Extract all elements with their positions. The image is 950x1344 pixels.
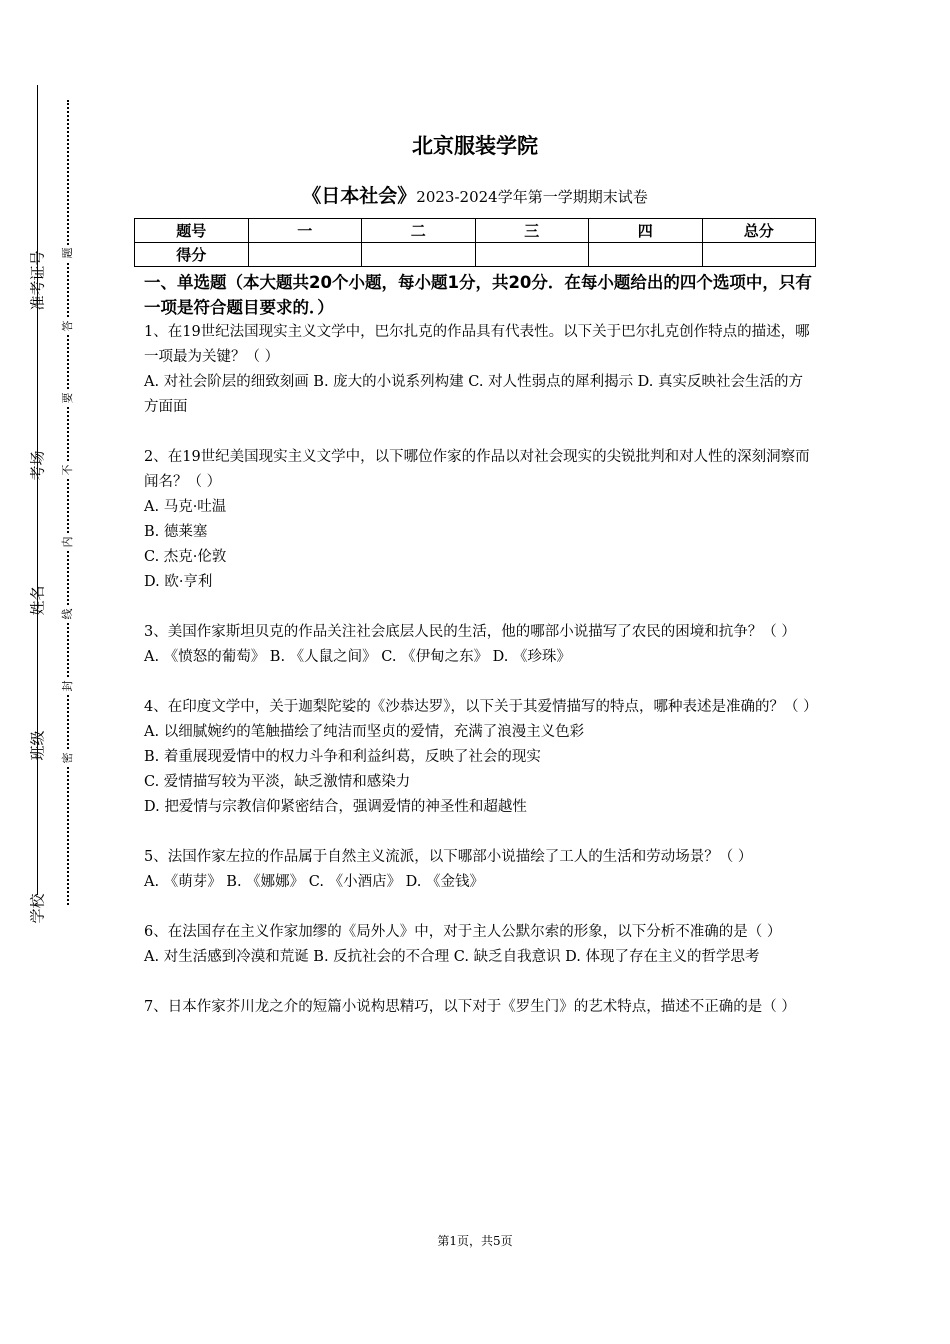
exam-content	[144, 270, 818, 1045]
question-5	[144, 845, 814, 895]
exam-term: 2023-2024学年第一学期期末试卷	[416, 188, 648, 206]
question-2	[144, 445, 814, 595]
question-stem: 4、在印度文学中，关于迦梨陀娑的《沙恭达罗》，以下关于其爱情描写的特点，哪种表述是准确的？（ ）	[144, 699, 818, 715]
score-cell: 题号	[135, 219, 249, 243]
question-7	[144, 995, 814, 1020]
score-input-cell[interactable]	[702, 243, 816, 267]
seal-char: 不	[60, 462, 76, 478]
question-option-a: A. 以细腻婉约的笔触描绘了纯洁而坚贞的爱情，充满了浪漫主义色彩	[144, 724, 585, 740]
question-options: A. 对社会阶层的细致刻画 B. 庞大的小说系列构建 C. 对人性弱点的犀利揭示 D. 真实反映社会生活的方方面面	[144, 374, 804, 415]
exam-title	[0, 181, 950, 208]
score-cell: 总分	[702, 219, 816, 243]
field-class[interactable]: 班级	[28, 730, 47, 761]
score-cell: 二	[362, 219, 476, 243]
page-footer: 第1页，共5页	[437, 1234, 513, 1248]
score-cell: 三	[475, 219, 589, 243]
question-stem: 5、法国作家左拉的作品属于自然主义流派，以下哪部小说描绘了工人的生活和劳动场景？（ ）	[144, 849, 753, 865]
question-options: A. 《愤怒的葡萄》 B. 《人鼠之间》 C. 《伊甸之东》 D. 《珍珠》	[144, 649, 572, 665]
field-name[interactable]: 姓名	[28, 585, 47, 616]
course-name: 《日本社会》	[302, 185, 417, 207]
seal-char: 线	[60, 606, 76, 622]
score-table-score-row	[135, 243, 816, 267]
seal-char: 密	[60, 750, 76, 766]
section-heading: 一、单选题（本大题共20个小题，每小题1分，共20分．在每小题给出的四个选项中，只有一项是符合题目要求的．）	[144, 273, 812, 317]
question-option-c: C. 爱情描写较为平淡，缺乏激情和感染力	[144, 774, 411, 790]
question-option-b: B. 德莱塞	[144, 524, 208, 540]
score-cell: 四	[589, 219, 703, 243]
field-exam-number[interactable]: 准考证号	[28, 250, 47, 311]
question-stem: 7、日本作家芥川龙之介的短篇小说构思精巧，以下对于《罗生门》的艺术特点，描述不正确的是（ ）	[144, 999, 796, 1015]
seal-char: 答	[60, 318, 76, 334]
question-4	[144, 695, 818, 820]
question-option-d: D. 欧·亨利	[144, 574, 213, 590]
question-1	[144, 320, 814, 420]
score-table-header-row	[135, 219, 816, 243]
school-title: 北京服装学院	[412, 134, 538, 158]
question-option-a: A. 马克·吐温	[144, 499, 227, 515]
question-6	[144, 920, 814, 970]
question-3	[144, 620, 814, 670]
score-input-cell[interactable]	[248, 243, 362, 267]
score-cell: 得分	[135, 243, 249, 267]
question-stem: 3、美国作家斯坦贝克的作品关注社会底层人民的生活，他的哪部小说描写了农民的困境和抗争？（ ）	[144, 624, 796, 640]
score-table	[134, 218, 816, 267]
question-stem: 2、在19世纪美国现实主义文学中，以下哪位作家的作品以对社会现实的尖锐批判和对人性的深刻洞察而闻名？（ ）	[144, 449, 810, 490]
field-exam-room[interactable]: 考场	[28, 450, 47, 481]
question-options: A. 对生活感到冷漠和荒诞 B. 反抗社会的不合理 C. 缺乏自我意识 D. 体现了存在主义的哲学思考	[144, 949, 760, 965]
question-option-b: B. 着重展现爱情中的权力斗争和利益纠葛，反映了社会的现实	[144, 749, 541, 765]
question-options: A. 《萌芽》 B. 《娜娜》 C. 《小酒店》 D. 《金钱》	[144, 874, 485, 890]
score-input-cell[interactable]	[475, 243, 589, 267]
seal-char: 内	[60, 534, 76, 550]
seal-char: 封	[60, 678, 76, 694]
field-school[interactable]: 学校	[28, 893, 47, 924]
seal-char: 题	[60, 245, 76, 261]
score-input-cell[interactable]	[362, 243, 476, 267]
question-stem: 6、在法国存在主义作家加缪的《局外人》中，对于主人公默尔索的形象，以下分析不准确的是（ ）	[144, 924, 782, 940]
seal-dotted-line	[67, 100, 69, 905]
question-option-d: D. 把爱情与宗教信仰紧密结合，强调爱情的神圣性和超越性	[144, 799, 527, 815]
question-stem: 1、在19世纪法国现实主义文学中，巴尔扎克的作品具有代表性。以下关于巴尔扎克创作特点的描述，哪一项最为关键？（ ）	[144, 324, 810, 365]
score-cell: 一	[248, 219, 362, 243]
seal-char: 要	[60, 390, 76, 406]
score-input-cell[interactable]	[589, 243, 703, 267]
question-option-c: C. 杰克·伦敦	[144, 549, 227, 565]
